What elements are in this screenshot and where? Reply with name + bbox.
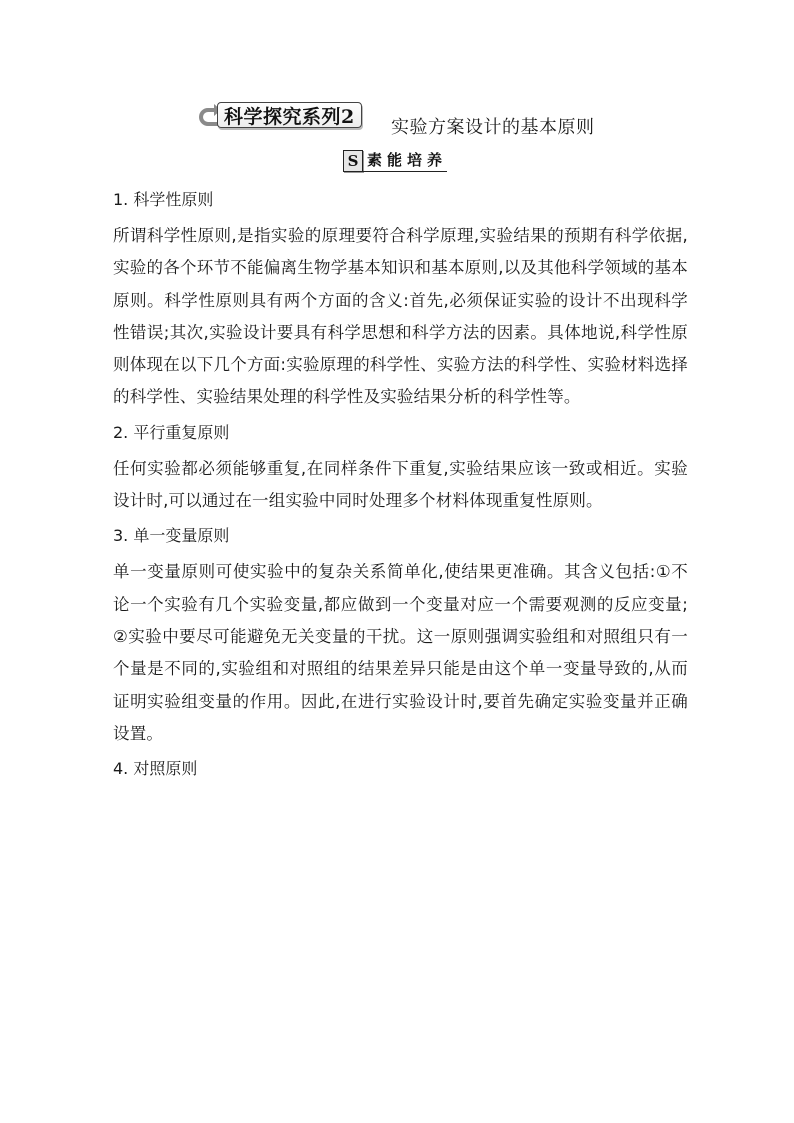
s-letter-icon: S bbox=[343, 150, 363, 172]
section-paragraph-3: 单一变量原则可使实验中的复杂关系简单化,使结果更准确。其含义包括:①不论一个实验有几个实验变量,都应做到一个变量对应一个需要观测的反应变量;②实验中要尽可能避免无关变量的干扰。这一原则强调实验组和对照组只有一个量是不同的,实验组和对照组的结果差异只能是由这个单一变量导致的,从而证明实验组变量的作用。因此,在进行实验设计时,要首先确定实验变量并正确设置。 bbox=[113, 562, 688, 743]
series-title-badge: 科学探究系列2 bbox=[217, 102, 362, 128]
section-heading-2: 2. 平行重复原则 bbox=[113, 422, 230, 442]
section-paragraph-1: 所谓科学性原则,是指实验的原理要符合科学原理,实验结果的预期有科学依据,实验的各个环节不能偏离生物学基本知识和基本原则,以及其他科学领域的基本原则。科学性原则具有两个方面的含义:首先,必须保证实验的设计不出现科学性错误;其次,实验设计要具有科学思想和科学方法的因素。具体地说,科学性原则体现在以下几个方面:实验原理的科学性、实验方法的科学性、实验材料选择的科学性、实验结果处理的科学性及实验结果分析的科学性等。 bbox=[113, 226, 688, 407]
page-title: 实验方案设计的基本原则 bbox=[391, 117, 595, 138]
document-body bbox=[113, 188, 688, 781]
section-label: 素能培养 bbox=[363, 149, 447, 172]
section-paragraph-2: 任何实验都必须能够重复,在同样条件下重复,实验结果应该一致或相近。实验设计时,可以通过在一组实验中同时处理多个材料体现重复性原则。 bbox=[113, 458, 688, 511]
section-tag bbox=[343, 150, 447, 172]
section-heading-1: 1. 科学性原则 bbox=[113, 190, 214, 209]
series-header bbox=[197, 102, 362, 128]
section-heading-4: 4. 对照原则 bbox=[113, 759, 198, 779]
section-heading-3: 3. 单一变量原则 bbox=[113, 526, 230, 546]
